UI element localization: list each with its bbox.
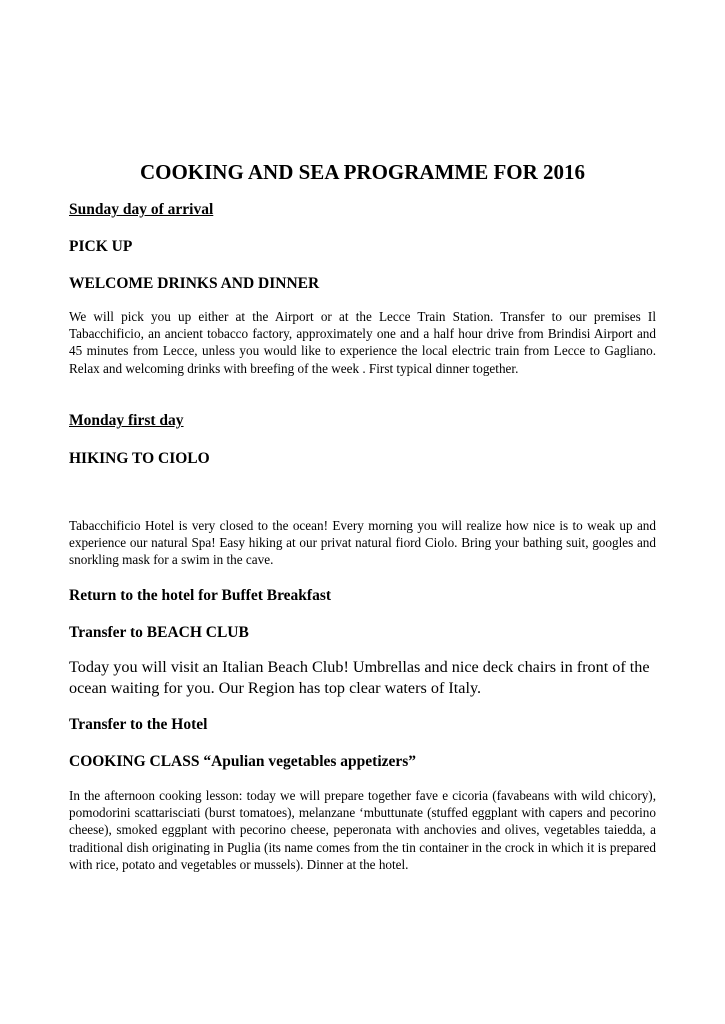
document-page — [69, 0, 656, 1024]
monday-day-heading: Monday first day — [69, 412, 184, 429]
sunday-paragraph: We will pick you up either at the Airport or at the Lecce Train Station. Transfer to our premises Il Tabacchificio, an ancient tobacco factory, approximately one and a half hour drive from Brindisi Airport and 45 minutes from Lecce, unless you would like to experience the local electric train from Lecce to Gagliano. Relax and welcoming drinks with breefing of the week . First typical dinner together. — [69, 309, 656, 376]
pickup-heading: PICK UP — [69, 238, 133, 255]
welcome-drinks-heading: WELCOME DRINKS AND DINNER — [69, 275, 320, 292]
cooking-class-paragraph: In the afternoon cooking lesson: today we will prepare together fave e cicoria (favabeans with wild chicory), pomodorini scattarisciati (burst tomatoes), melanzane ‘mbuttunate (stuffed eggplant with capers and pecorino cheese), smoked eggplant with pecorino cheese, peperonata with anchovies and olives, vegetables taiedda, a traditional dish originating in Puglia (its name comes from the tin container in the crock in which it is prepared with rice, potato and vegetables or mussels). Dinner at the hotel. — [69, 788, 656, 872]
sunday-day-heading: Sunday day of arrival — [69, 201, 214, 218]
hiking-heading: HIKING TO CIOLO — [69, 450, 210, 467]
beach-club-paragraph: Today you will visit an Italian Beach Club! Umbrellas and nice deck chairs in front of the ocean waiting for you. Our Region has top clear waters of Italy. — [69, 658, 650, 697]
beach-club-heading: Transfer to BEACH CLUB — [69, 624, 249, 641]
cooking-class-heading: COOKING CLASS “Apulian vegetables appetizers” — [69, 753, 417, 770]
breakfast-heading: Return to the hotel for Buffet Breakfast — [69, 587, 332, 604]
document-title: COOKING AND SEA PROGRAMME FOR 2016 — [139, 160, 586, 184]
hiking-paragraph: Tabacchificio Hotel is very closed to the ocean! Every morning you will realize how nice is to weak up and experience our natural Spa! Easy hiking at our privat natural fiord Ciolo. Bring your bathing suit, googles and snorkling mask for a swim in the cave. — [69, 518, 656, 568]
transfer-hotel-heading: Transfer to the Hotel — [69, 716, 208, 733]
